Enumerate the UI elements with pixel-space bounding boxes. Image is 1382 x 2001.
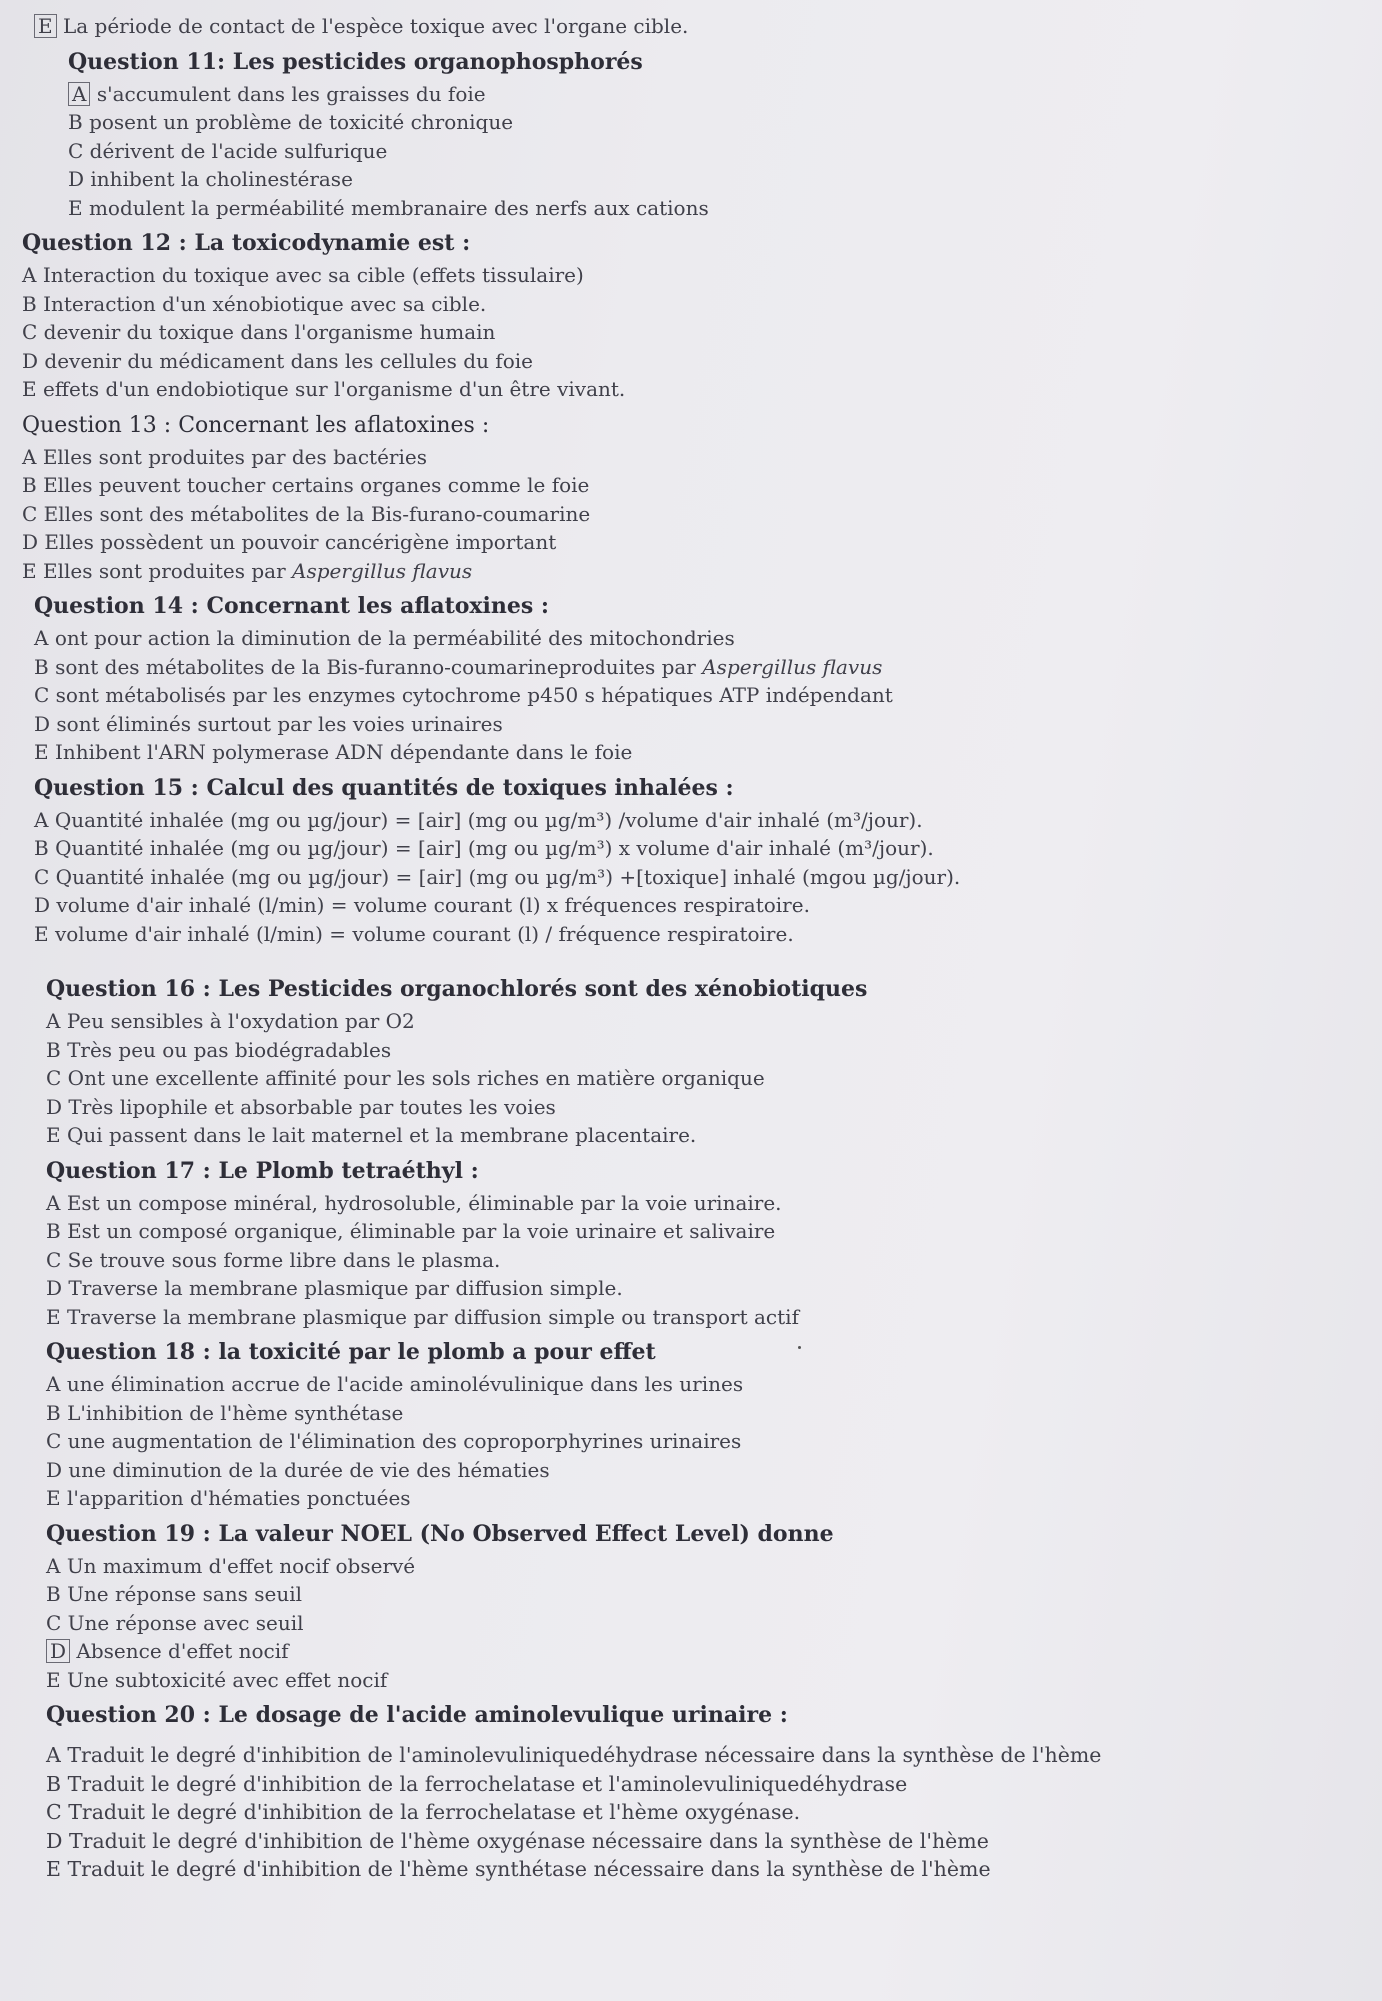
option-d <box>46 1093 1322 1122</box>
option-letter: E <box>68 195 83 220</box>
option-text: une augmentation de l'élimination des coproporphyrines urinaires <box>67 1429 742 1453</box>
option-e <box>34 738 1322 767</box>
option-c <box>46 1246 1322 1275</box>
question-title: Question 12 : La toxicodynamie est : <box>22 230 471 256</box>
option-letter: E <box>22 558 37 583</box>
option-letter: C <box>34 864 50 889</box>
option-text: une diminution de la durée de vie des hématies <box>68 1457 550 1482</box>
question-14 <box>34 591 1322 767</box>
option-letter: D <box>34 711 51 736</box>
option-text: Traduit le degré d'inhibition de la ferrochelatase et l'hème oxygénase. <box>68 1800 801 1824</box>
option-c <box>34 863 1322 892</box>
option-letter: B <box>46 1400 61 1425</box>
option-letter: B <box>22 473 37 497</box>
option-text: Quantité inhalée (mg ou µg/jour) = [air] (mg ou µg/m³) /volume d'air inhalé (m³/jour). <box>54 807 923 832</box>
question-13 <box>22 410 1322 586</box>
option-a <box>46 1007 1322 1036</box>
option-text: Peu sensibles à l'oxydation par O2 <box>66 1009 415 1033</box>
option-e <box>22 557 1322 586</box>
option-c <box>46 1609 1322 1638</box>
option-text: Traduit le degré d'inhibition de l'aminolevuliniquedéhydrase nécessaire dans la synthèse de l'hème <box>67 1743 1102 1767</box>
option-d <box>34 710 1322 739</box>
option-letter: D <box>46 1094 63 1119</box>
option-text: L'inhibition de l'hème synthétase <box>67 1400 404 1425</box>
option-letter: E <box>46 1123 61 1147</box>
option-text: Quantité inhalée (mg ou µg/jour) = [air] (mg ou µg/m³) +[toxique] inhalé (mgou µg/jour). <box>55 864 961 889</box>
option-b <box>46 1770 1322 1799</box>
option-text: Une réponse avec seuil <box>67 1610 304 1635</box>
option-text: Elles peuvent toucher certains organes comme le foie <box>43 473 590 497</box>
option-d <box>46 1637 1322 1666</box>
option-letter: B <box>34 654 49 679</box>
option-letter: B <box>22 291 37 316</box>
option-a <box>22 261 1322 290</box>
option-letter: D <box>68 167 85 191</box>
option-text: volume d'air inhalé (l/min) = volume courant (l) x fréquences respiratoire. <box>56 893 810 917</box>
option-letter: A <box>34 626 49 650</box>
option-text: Traduit le degré d'inhibition de la ferrochelatase et l'aminolevuliniquedéhydrase <box>67 1771 908 1796</box>
option-letter: D <box>22 348 39 373</box>
option-d <box>46 1274 1322 1303</box>
option-e <box>46 1303 1322 1332</box>
option-a <box>22 443 1322 472</box>
option-c <box>22 318 1322 347</box>
option-text: s'accumulent dans les graisses du foie <box>96 81 486 106</box>
option-letter: B <box>46 1771 62 1796</box>
option-b <box>46 1580 1322 1609</box>
option-d <box>46 1827 1322 1856</box>
option-text: effets d'un endobiotique sur l'organisme d'un être vivant. <box>42 377 626 401</box>
option-e <box>46 1855 1322 1884</box>
option-letter: A <box>22 263 37 287</box>
question-title: Question 16 : Les Pesticides organochlorés sont des xénobiotiques <box>46 976 868 1002</box>
option-text: posent un problème de toxicité chronique <box>89 110 514 134</box>
question-15 <box>34 773 1322 949</box>
option-text: sont métabolisés par les enzymes cytochrome p450 s hépatiques ATP indépendant <box>55 683 893 707</box>
question-title: Question 13 : Concernant les aflatoxines : <box>22 412 490 438</box>
option-letter: E <box>34 921 49 946</box>
option-letter: C <box>46 1066 62 1090</box>
option-text: Elles sont produites par Aspergillus flavus <box>42 558 473 583</box>
question-title: Question 15 : Calcul des quantités de toxiques inhalées : <box>34 774 734 801</box>
option-b <box>22 471 1322 500</box>
option-letter: A <box>34 807 49 832</box>
question-title: Question 20 : Le dosage de l'acide aminolevulique urinaire : <box>46 1702 788 1728</box>
option-a <box>46 1370 1322 1399</box>
question-20 <box>46 1700 1322 1884</box>
option-text: Très lipophile et absorbable par toutes les voies <box>68 1094 556 1119</box>
option-letter: A <box>46 1743 61 1767</box>
option-letter: D <box>46 1639 70 1663</box>
option-letter: A <box>68 82 90 106</box>
option-text: Quantité inhalée (mg ou µg/jour) = [air] (mg ou µg/m³) x volume d'air inhalé (m³/jour). <box>55 836 934 860</box>
question-12 <box>22 228 1322 404</box>
option-text: Elles sont produites par des bactéries <box>42 444 427 469</box>
option-text: devenir du médicament dans les cellules du foie <box>44 348 533 373</box>
option-letter: B <box>46 1037 61 1062</box>
pen-mark <box>798 1346 801 1349</box>
option-c <box>34 681 1322 710</box>
option-d <box>22 347 1322 376</box>
option-d <box>34 891 1322 920</box>
option-b <box>22 290 1322 319</box>
option-letter: C <box>46 1610 62 1635</box>
option-letter: E <box>22 377 37 401</box>
option-letter: A <box>22 444 37 469</box>
option-letter: D <box>46 1276 63 1300</box>
question-title: Question 11: Les pesticides organophosphorés <box>68 48 643 75</box>
option-letter: C <box>22 320 38 344</box>
option-text: Traverse la membrane plasmique par diffusion simple. <box>68 1276 623 1300</box>
option-letter: B <box>68 110 83 134</box>
option-text: Très peu ou pas biodégradables <box>67 1037 392 1062</box>
option-a <box>34 806 1322 835</box>
option-text: volume d'air inhalé (l/min) = volume courant (l) / fréquence respiratoire. <box>54 921 794 946</box>
species-name: Aspergillus flavus <box>702 654 883 679</box>
question-title: Question 19 : La valeur NOEL (No Observed Effect Level) donne <box>46 1520 834 1547</box>
option-b <box>34 653 1322 682</box>
option-letter: D <box>46 1828 63 1853</box>
question-title: Question 17 : Le Plomb tetraéthyl : <box>46 1157 479 1184</box>
option-letter: A <box>46 1553 61 1578</box>
option-letter: A <box>46 1190 61 1215</box>
option-c <box>46 1064 1322 1093</box>
option-text: devenir du toxique dans l'organisme humain <box>43 320 496 344</box>
option-c <box>46 1427 1322 1456</box>
option-text: La période de contact de l'espèce toxique avec l'organe cible. <box>62 14 689 38</box>
option-b <box>46 1036 1322 1065</box>
option-letter: D <box>34 893 51 917</box>
option-text: Traverse la membrane plasmique par diffusion simple ou transport actif <box>66 1304 799 1329</box>
option-letter: D <box>22 530 39 554</box>
option-text: Traduit le degré d'inhibition de l'hème synthétase nécessaire dans la synthèse de l'hème <box>67 1857 991 1881</box>
option-text: ont pour action la diminution de la perméabilité des mitochondries <box>54 626 735 650</box>
option-letter: C <box>46 1247 62 1272</box>
option-text: sont éliminés surtout par les voies urinaires <box>56 711 503 736</box>
option-letter: E <box>46 1857 61 1881</box>
option-letter: E <box>46 1304 61 1329</box>
option-d <box>22 528 1322 557</box>
option-letter: A <box>46 1372 61 1396</box>
question-title: Question 14 : Concernant les aflatoxines : <box>34 593 550 619</box>
question-19 <box>46 1519 1322 1695</box>
option-b <box>68 108 1322 137</box>
option-e <box>68 194 1322 223</box>
option-text: Elles sont des métabolites de la Bis-furano-coumarine <box>43 501 591 526</box>
option-text: inhibent la cholinestérase <box>90 167 353 191</box>
option-letter: B <box>46 1582 61 1606</box>
question-17 <box>46 1156 1322 1332</box>
option-e <box>46 1666 1322 1695</box>
option-d <box>46 1456 1322 1485</box>
option-text: dérivent de l'acide sulfurique <box>89 138 388 163</box>
option-text: Se trouve sous forme libre dans le plasma. <box>67 1247 501 1272</box>
option-a <box>34 624 1322 653</box>
option-text: Traduit le degré d'inhibition de l'hème oxygénase nécessaire dans la synthèse de l'hème <box>68 1828 989 1853</box>
option-c <box>46 1798 1322 1827</box>
option-text: une élimination accrue de l'acide aminolévulinique dans les urines <box>66 1372 744 1396</box>
option-text: modulent la perméabilité membranaire des nerfs aux cations <box>88 195 709 220</box>
option-text: Est un composé organique, éliminable par la voie urinaire et salivaire <box>67 1219 776 1243</box>
question-11 <box>68 47 1322 223</box>
option-a <box>46 1741 1322 1770</box>
option-text: Inhibent l'ARN polymerase ADN dépendante dans le foie <box>54 740 633 764</box>
question-18 <box>46 1337 1322 1513</box>
option-e <box>46 1121 1322 1150</box>
option-letter: B <box>34 836 49 860</box>
question-16 <box>46 974 1322 1150</box>
option-letter: B <box>46 1219 61 1243</box>
option-text: Qui passent dans le lait maternel et la membrane placentaire. <box>66 1123 697 1147</box>
option-letter: D <box>46 1457 63 1482</box>
question-title: Question 18 : la toxicité par le plomb a pour effet <box>46 1339 656 1365</box>
option-letter: C <box>22 501 38 526</box>
option-letter: E <box>34 740 49 764</box>
option-e <box>34 12 1322 41</box>
option-b <box>34 834 1322 863</box>
option-c <box>68 137 1322 166</box>
option-text: Elles possèdent un pouvoir cancérigène important <box>44 530 557 554</box>
option-text: Une réponse sans seuil <box>67 1582 303 1606</box>
option-letter: C <box>68 138 84 163</box>
option-e <box>34 920 1322 949</box>
option-e <box>22 375 1322 404</box>
option-letter: C <box>46 1429 62 1453</box>
option-c <box>22 500 1322 529</box>
question-fragment <box>34 12 1322 41</box>
option-a <box>46 1552 1322 1581</box>
option-a <box>68 80 1322 109</box>
option-text: Est un compose minéral, hydrosoluble, éliminable par la voie urinaire. <box>66 1190 782 1215</box>
option-text: Interaction du toxique avec sa cible (effets tissulaire) <box>42 263 584 287</box>
option-d <box>68 165 1322 194</box>
option-e <box>46 1484 1322 1513</box>
option-letter: E <box>34 14 57 38</box>
species-name: Aspergillus flavus <box>292 558 473 583</box>
option-b <box>46 1217 1322 1246</box>
option-text: Un maximum d'effet nocif observé <box>66 1553 416 1578</box>
option-letter: E <box>46 1486 61 1510</box>
option-a <box>46 1189 1322 1218</box>
option-text: Interaction d'un xénobiotique avec sa cible. <box>43 291 487 316</box>
option-b <box>46 1399 1322 1428</box>
option-letter: A <box>46 1009 61 1033</box>
spacer <box>22 952 1322 968</box>
option-letter: C <box>34 683 50 707</box>
option-text: Absence d'effet nocif <box>76 1639 289 1663</box>
option-letter: E <box>46 1667 61 1692</box>
option-text: Ont une excellente affinité pour les sols riches en matière organique <box>67 1066 765 1090</box>
option-text: sont des métabolites de la Bis-furanno-coumarineproduites par Aspergillus flavus <box>55 654 883 679</box>
option-text: l'apparition d'hématies ponctuées <box>66 1486 411 1510</box>
option-text: Une subtoxicité avec effet nocif <box>66 1667 388 1692</box>
option-letter: C <box>46 1800 62 1824</box>
